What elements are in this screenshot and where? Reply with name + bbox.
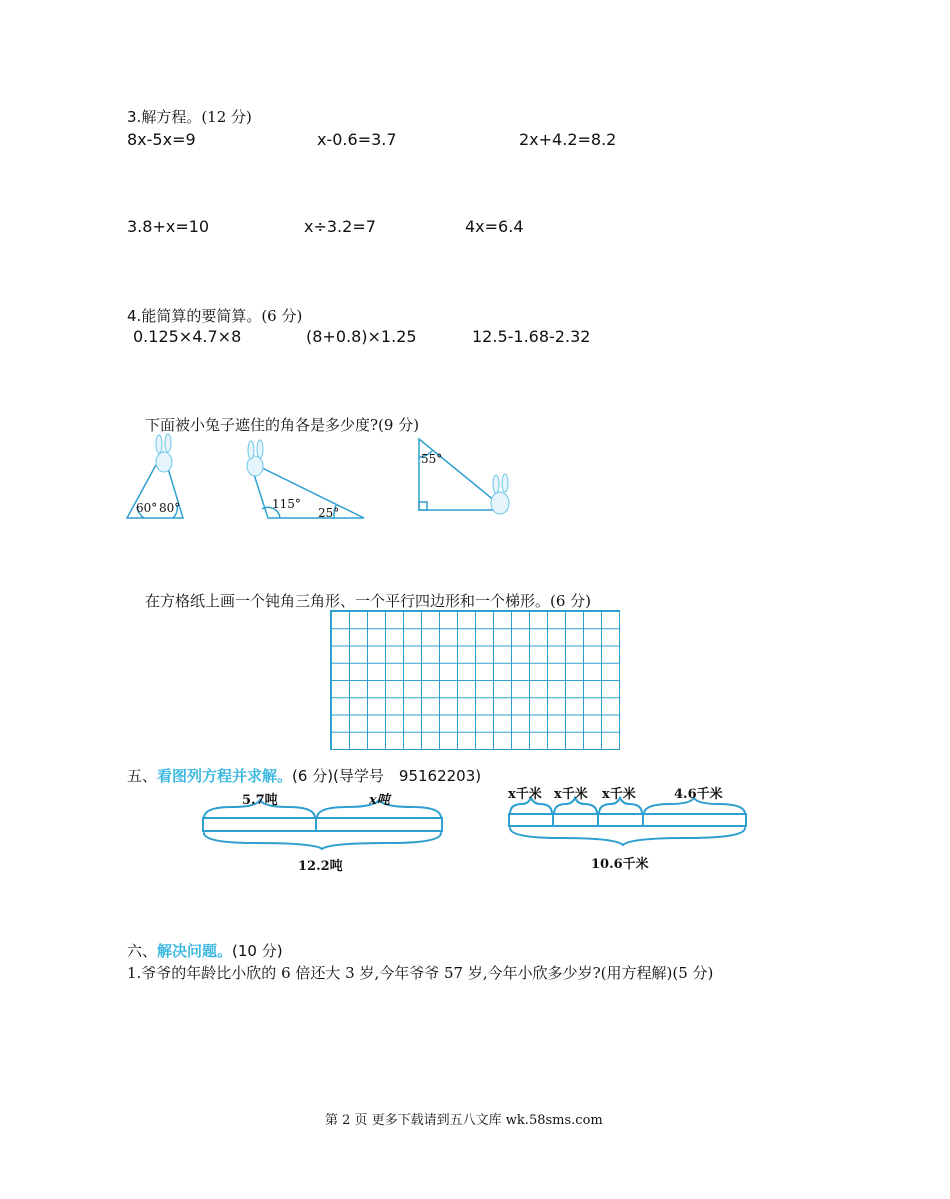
section-6-title: 六、解决问题。(10 分) — [127, 942, 283, 960]
grid-question-title: 在方格纸上画一个钝角三角形、一个平行四边形和一个梯形。(6 分) — [145, 592, 592, 610]
diagram-label: 5.7吨 — [242, 793, 278, 808]
diagram-label: x千米 — [508, 787, 542, 802]
equation: 3.8+x=10 — [127, 217, 210, 236]
page-footer: 第 2 页 更多下载请到五八文库 wk.58sms.com — [325, 1113, 603, 1128]
angles-question-title: 下面被小兔子遮住的角各是多少度?(9 分) — [145, 416, 420, 434]
diagram-label: 10.6千米 — [591, 857, 649, 872]
angle-label: 25° — [318, 506, 340, 520]
equation: x-0.6=3.7 — [317, 130, 397, 149]
equation: 2x+4.2=8.2 — [519, 130, 617, 149]
angle-label: 60° — [136, 501, 158, 515]
expression: (8+0.8)×1.25 — [306, 327, 417, 346]
brace — [204, 833, 441, 849]
diagram-label: x千米 — [602, 787, 636, 802]
diagram-label: 4.6千米 — [674, 787, 723, 802]
expression: 12.5-1.68-2.32 — [472, 327, 591, 346]
equation: 4x=6.4 — [465, 217, 524, 236]
q3-title: 3.解方程。(12 分) — [127, 108, 252, 126]
equation: 8x-5x=9 — [127, 130, 196, 149]
angle-label: 80° — [159, 501, 181, 515]
brace — [510, 828, 745, 845]
q4-title: 4.能简算的要简算。(6 分) — [127, 307, 303, 325]
expression: 0.125×4.7×8 — [133, 327, 242, 346]
diagram-label: 12.2吨 — [298, 859, 343, 874]
diagram-1-bar — [203, 818, 442, 831]
diagram-2-bar — [509, 814, 746, 826]
section-5-title: 五、看图列方程并求解。(6 分)(导学号 95162203) — [127, 767, 482, 785]
diagram-label: x千米 — [554, 787, 588, 802]
equation: x÷3.2=7 — [304, 217, 376, 236]
angle-label: 55° — [421, 452, 443, 466]
diagram-label: x吨 — [369, 793, 390, 808]
word-problem-1: 1.爷爷的年龄比小欣的 6 倍还大 3 岁,今年爷爷 57 岁,今年小欣多少岁?(用方程解)(5 分) — [127, 964, 714, 982]
angle-label: 115° — [272, 497, 301, 511]
